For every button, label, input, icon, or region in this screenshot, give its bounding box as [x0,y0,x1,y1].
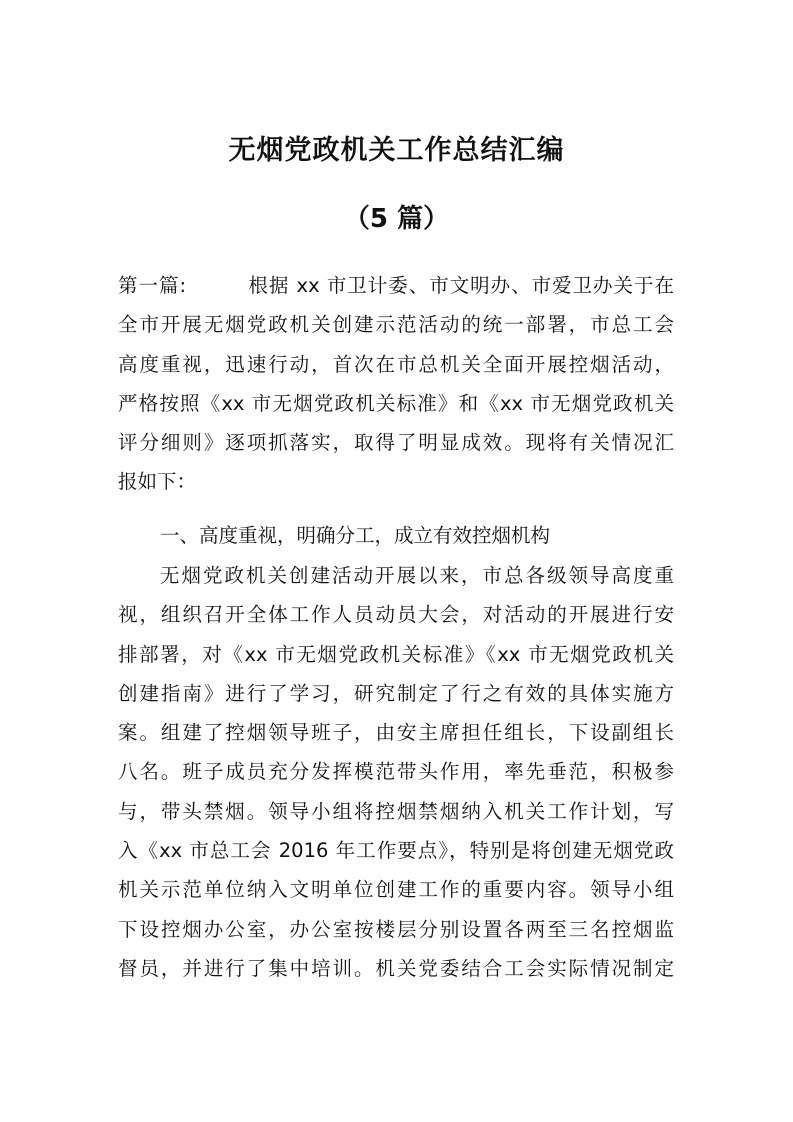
text-line: 视，组织召开全体工作人员动员大会，对活动的开展进行安 [118,603,674,627]
text-line: 排部署，对《xx 市无烟党政机关标准》《xx 市无烟党政机关 [118,642,674,666]
text-line: 入《xx 市总工会 2016 年工作要点》，特别是将创建无烟党政 [118,839,674,863]
text-line: 严格按照《xx 市无烟党政机关标准》和《xx 市无烟党政机关 [118,391,674,415]
document-subtitle: （5 篇） [343,204,450,234]
text-line: 案。组建了控烟领导班子，由安主席担任组长，下设副组长 [118,721,674,745]
text-line: 机关示范单位纳入文明单位创建工作的重要内容。领导小组 [118,878,674,902]
text-line: 八名。班子成员充分发挥模范带头作用，率先垂范，积极参 [118,760,674,784]
paragraph-section-1 [118,556,674,988]
text-line: 与，带头禁烟。领导小组将控烟禁烟纳入机关工作计划，写 [118,799,674,823]
text-line: 报如下： [118,470,197,494]
text-line: 高度重视，迅速行动，首次在市总机关全面开展控烟活动， [118,352,674,376]
paragraph-intro [118,266,674,502]
text-line: 全市开展无烟党政机关创建示范活动的统一部署，市总工会 [118,313,674,337]
text-line: 第一篇: 根据 xx 市卫计委、市文明办、市爱卫办关于在 [118,274,674,297]
document-title: 无烟党政机关工作总结汇编 [228,135,565,166]
text-line: 无烟党政机关创建活动开展以来，市总各级领导高度重 [160,564,674,587]
text-line: 评分细则》逐项抓落实，取得了明显成效。现将有关情况汇 [118,431,674,455]
text-line: 下设控烟办公室，办公室按楼层分别设置各两至三名控烟监 [118,917,674,941]
text-line: 督员，并进行了集中培训。机关党委结合工会实际情况制定 [118,956,674,980]
section-heading [118,516,674,555]
section-heading-text: 一、高度重视，明确分工，成立有效控烟机构 [160,524,551,547]
text-line: 创建指南》进行了学习，研究制定了行之有效的具体实施方 [118,681,674,705]
